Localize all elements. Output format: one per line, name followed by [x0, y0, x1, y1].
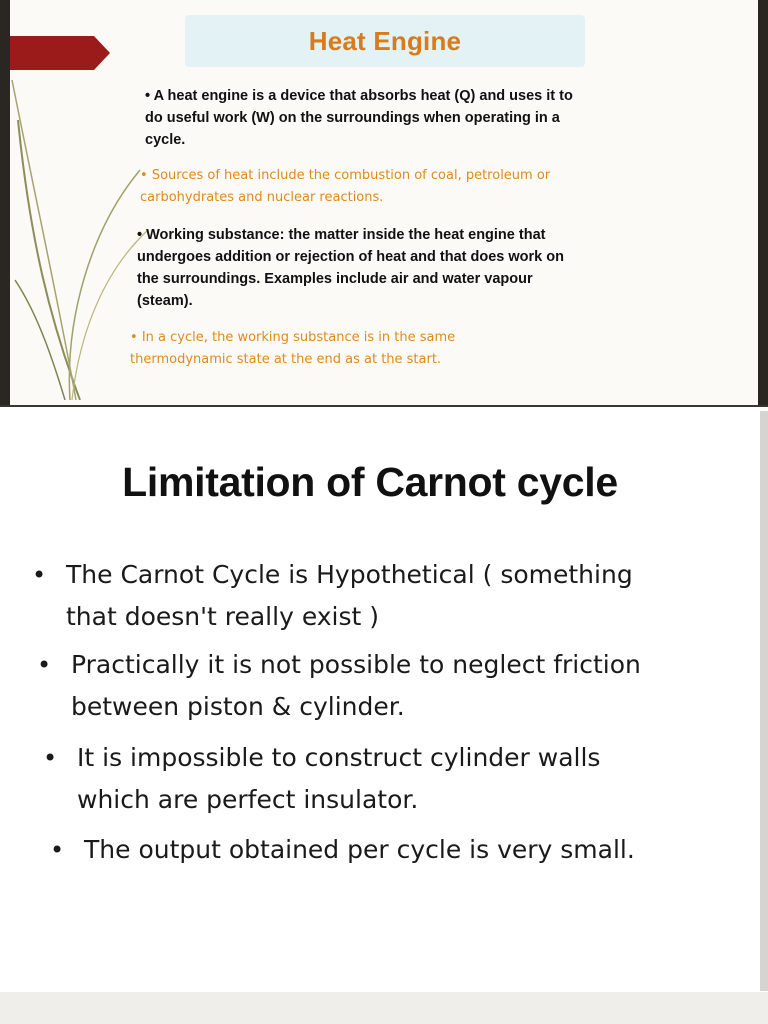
bullet-cycle-state — [130, 327, 560, 371]
bullet-dot: • — [145, 88, 151, 104]
bullet-dot: • — [140, 168, 148, 183]
bullet-sources-of-heat — [140, 165, 660, 209]
bullet-line: undergoes addition or rejection of heat and that does work on — [137, 249, 564, 265]
bullet-heat-engine-definition — [145, 85, 655, 151]
bullet-line: the surroundings. Examples include air and water vapour — [137, 271, 533, 287]
bullet-line: do useful work (W) on the surroundings when operating in a — [145, 110, 560, 126]
bullet-line: (steam). — [137, 293, 193, 309]
bullet-line: that doesn't really exist ) — [66, 602, 380, 631]
bullet-line: which are perfect insulator. — [77, 785, 419, 814]
bullet-line: cycle. — [145, 132, 186, 148]
carnot-limitation-slide — [0, 411, 768, 1024]
bullet-line: Practically it is not possible to neglect friction — [71, 650, 641, 679]
slide-left-edge — [0, 0, 10, 405]
slide-right-edge — [760, 411, 768, 991]
bullet-friction — [37, 644, 641, 728]
bullet-hypothetical — [32, 554, 633, 638]
bullet-line: between piston & cylinder. — [71, 692, 405, 721]
bullet-dot: • — [50, 836, 65, 864]
bullet-dot: • — [32, 561, 47, 589]
bullet-insulator — [43, 737, 600, 821]
title-box — [185, 15, 585, 67]
bullet-line: It is impossible to construct cylinder walls — [77, 743, 601, 772]
bullet-output-small — [50, 829, 635, 871]
bullet-working-substance — [137, 224, 662, 312]
bullet-dot: • — [37, 651, 52, 679]
bullet-dot: • — [137, 227, 143, 243]
bullet-dot: • — [130, 330, 138, 345]
bullet-line: In a cycle, the working substance is in the same — [141, 330, 456, 345]
bullet-dot: • — [43, 744, 58, 772]
bullet-line: A heat engine is a device that absorbs heat (Q) and uses it to — [153, 88, 573, 104]
bullet-line: Working substance: the matter inside the heat engine that — [146, 227, 546, 243]
bullet-line: Sources of heat include the combustion of coal, petroleum or — [151, 168, 551, 183]
slide-title: Heat Engine — [308, 25, 462, 56]
decorative-grass-icon — [10, 60, 150, 400]
heat-engine-slide — [0, 0, 768, 405]
slide-footer-strip — [0, 992, 768, 1024]
slide-title: Limitation of Carnot cycle — [122, 459, 618, 505]
bullet-line: The output obtained per cycle is very small. — [84, 835, 635, 864]
slide-right-edge — [758, 0, 768, 405]
bullet-line: The Carnot Cycle is Hypothetical ( something — [66, 560, 633, 589]
bullet-line: carbohydrates and nuclear reactions. — [140, 190, 384, 205]
bullet-line: thermodynamic state at the end as at the start. — [130, 352, 442, 367]
